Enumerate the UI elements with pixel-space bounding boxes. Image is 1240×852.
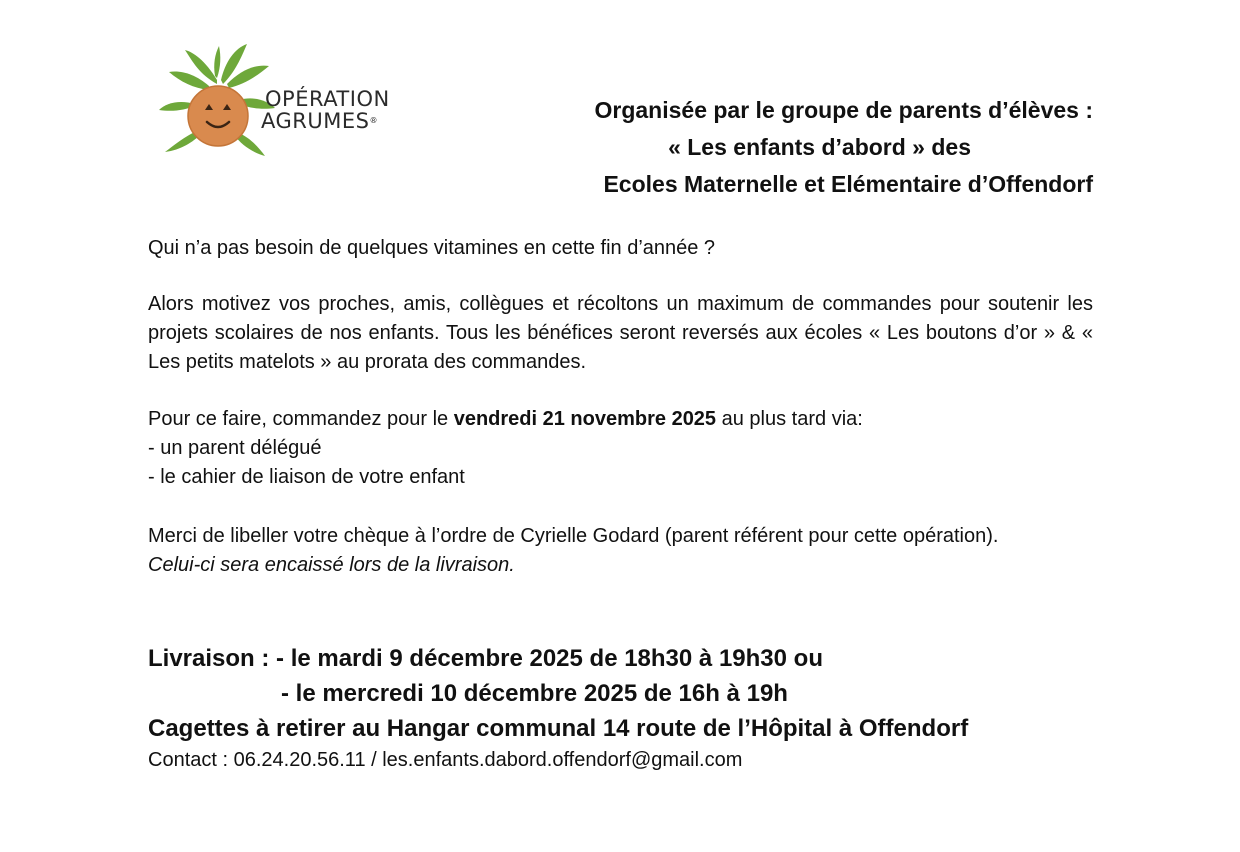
organizer-header [480,92,1093,203]
logo-line-2-text: AGRUMES [261,109,370,133]
payment-text: Merci de libeller votre chèque à l’ordre de Cyrielle Godard (parent référent pour cette opération). [148,525,999,547]
logo-line-1: OPÉRATION [265,87,390,111]
logo-wordmark [261,87,390,133]
orange-with-leaves-icon [155,40,280,158]
logo-line-2 [261,110,390,132]
registered-mark: ® [369,116,378,125]
order-line [148,405,1093,434]
order-option-1: - un parent délégué [148,437,322,459]
payment-note: Celui-ci sera encaissé lors de la livraison. [148,554,515,576]
operation-agrumes-logo [155,40,425,158]
delivery-line-1: Livraison : - le mardi 9 décembre 2025 de 18h30 à 19h30 ou [148,645,823,672]
header-line-2: « Les enfants d’abord » des [668,134,971,160]
order-suffix: au plus tard via: [716,408,863,430]
delivery-line-2: - le mercredi 10 décembre 2025 de 16h à 19h [281,680,788,707]
delivery-section [148,641,1093,746]
motivation-paragraph: Alors motivez vos proches, amis, collègues et récoltons un maximum de commandes pour soutenir les projets scolaires de nos enfants. Tous les bénéfices seront reversés aux écoles « Les boutons d’or » & « Les petits matelots » au prorata des commandes. [148,293,1093,373]
header-line-1: Organisée par le groupe de parents d’élèves : [594,97,1093,123]
intro-paragraph: Qui n’a pas besoin de quelques vitamines en cette fin d’année ? [148,237,716,259]
delivery-line-3: Cagettes à retirer au Hangar communal 14 route de l’Hôpital à Offendorf [148,715,969,742]
contact-line: Contact : 06.24.20.56.11 / les.enfants.dabord.offendorf@gmail.com [148,749,743,771]
order-paragraph [148,405,1093,492]
header-line-3: Ecoles Maternelle et Elémentaire d’Offendorf [603,171,1093,197]
payment-paragraph [148,522,1093,580]
order-prefix: Pour ce faire, commandez pour le [148,408,454,430]
order-option-2: - le cahier de liaison de votre enfant [148,466,465,488]
order-deadline: vendredi 21 novembre 2025 [453,408,717,430]
